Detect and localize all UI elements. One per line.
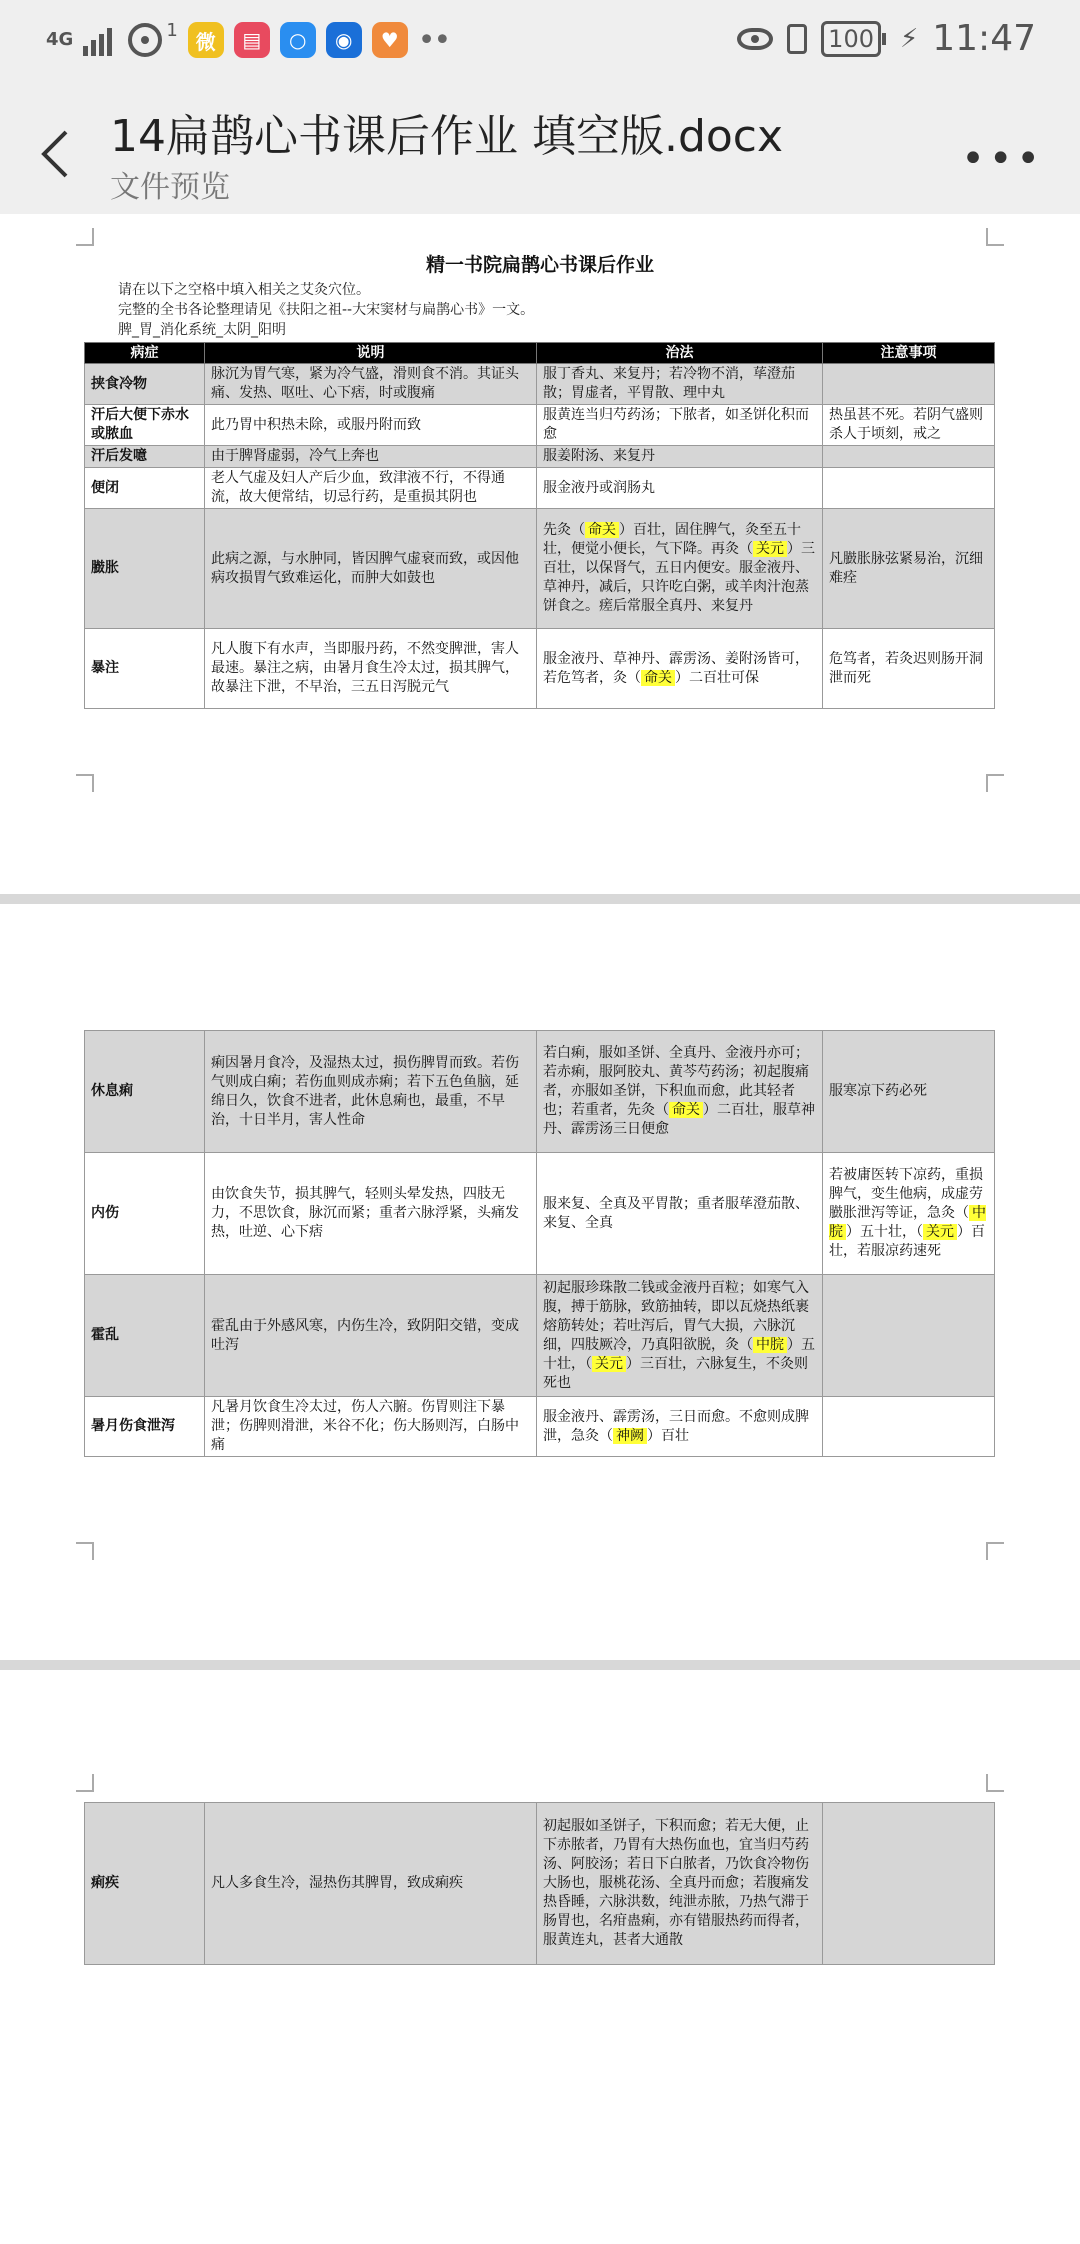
note-cell: 凡臌胀脉弦紧易治，沉细难痊 [823,509,995,629]
table-row [85,1153,995,1275]
note-cell [823,1803,995,1965]
disease-cell: 暴注 [85,629,205,709]
signal-icon [83,24,112,56]
acupoint-answer: 命关 [641,670,675,686]
crop-mark [986,228,1004,246]
table-row [85,629,995,709]
treatment-cell [537,1803,823,1965]
back-button[interactable] [36,124,76,184]
page-separator [0,1660,1080,1670]
acupoint-answer: 命关 [585,522,619,538]
treatment-text: ）百壮，固住脾气，灸至五十壮，便觉小便长，气下降。再灸（ [543,522,801,557]
note-cell [823,364,995,405]
treatment-cell [537,405,823,446]
acupoint-answer: 中脘 [829,1205,986,1240]
document-page-3 [0,1670,1080,2244]
treatment-text: 服丁香丸、来复丹；若冷物不消，荜澄茄散；胃虚者，平胃散、理中丸 [543,366,795,401]
treatment-text: ）百壮 [647,1427,689,1444]
treatment-text: 服金液丹或润肠丸 [543,479,655,496]
table-row [85,405,995,446]
treatment-text: 初起服珍珠散二钱或金液丹百粒；如寒气入腹，搏于筋脉，致筋抽转，即以瓦烧热纸裹熔筋转处；若吐泻后，胃气大损，六脉沉细，四肢厥冷，乃真阳欲脱，灸（ [543,1279,809,1353]
note-cell [823,446,995,468]
description-cell: 脉沉为胃气寒，紧为冷气盛，滑则食不消。其证头痛、发热、呕吐、心下痞，时或腹痛 [205,364,537,405]
notification-count: 1 [166,19,178,41]
description-cell: 痢因暑月食冷，及湿热太过，损伤脾胃而致。若伤气则成白痢；若伤血则成赤痢；若下五色鱼脑，延绵日久，饮食不进者，此休息痢也，最重，不早治，十日半月，害人性命 [205,1031,537,1153]
table-row [85,509,995,629]
treatment-table [84,1802,995,1965]
treatment-cell [537,468,823,509]
acupoint-answer: 中脘 [753,1337,787,1353]
hotspot-icon [128,23,162,57]
page-separator [0,894,1080,904]
intro-line: 完整的全书各论整理请见《扶阳之祖--大宋窦材与扁鹊心书》一文。 [118,302,535,318]
crop-mark [76,774,94,792]
treatment-text: 服金液丹、草神丹、霹雳汤、姜附汤皆可，若危笃者，灸（ [543,650,809,686]
description-cell: 凡人腹下有水声，当即服丹药，不然变脾泄，害人最速。暴注之病，由暑月食生冷太过，损其脾气，故暴注下泄，不早治，三五日泻脱元气 [205,629,537,709]
table-row [85,446,995,468]
document-page-1 [0,214,1080,894]
disease-cell: 挟食冷物 [85,364,205,405]
treatment-table [84,1030,995,1457]
app-header [0,80,1080,214]
back-arrow-icon [36,124,76,184]
description-cell: 凡暑月饮食生冷太过，伤人六腑。伤胃则注下暴泄；伤脾则滑泄，米谷不化；伤大肠则泻，白肠中痛 [205,1397,537,1457]
description-cell: 由饮食失节，损其脾气，轻则头晕发热，四肢无力，不思饮食，脉沉而紧；重者六脉浮紧，头痛发热，吐逆、心下痞 [205,1153,537,1275]
tips-app-icon: ◉ [326,22,362,58]
intro-line: 脾_胃_消化系统_太阴_阳明 [118,322,286,338]
more-icon[interactable]: ••• [961,136,1044,182]
treatment-cell [537,1397,823,1457]
treatment-text: 服黄连当归芍药汤；下脓者，如圣饼化积而愈 [543,407,809,442]
crop-mark [986,1542,1004,1560]
table-row [85,468,995,509]
document-title: 14扁鹊心书课后作业 填空版.docx [110,111,784,162]
description-cell: 由于脾肾虚弱，冷气上奔也 [205,446,537,468]
treatment-cell [537,1275,823,1397]
disease-cell: 内伤 [85,1153,205,1275]
header-cell: 注意事项 [823,343,995,364]
treatment-text: ）百壮，若服凉药速死 [829,1224,985,1259]
disease-cell: 休息痢 [85,1031,205,1153]
header-cell: 说明 [205,343,537,364]
note-cell: 危笃者，若灸迟则肠开洞泄而死 [823,629,995,709]
reader-app-icon: ▤ [234,22,270,58]
description-cell: 老人气虚及妇人产后少血，致津液不行，不得通流，故大便常结，切忌行药，是重损其阴也 [205,468,537,509]
network-type: 4G [46,29,74,50]
note-cell [823,1397,995,1457]
treatment-text: 先灸（ [543,522,585,538]
acupoint-answer: 关元 [592,1356,626,1372]
clock: 11:47 [932,18,1036,59]
charging-icon: ⚡ [899,23,919,54]
intro-line: 请在以下之空格中填入相关之艾灸穴位。 [118,282,370,298]
treatment-cell [537,1031,823,1153]
weibo-app-icon: 微 [188,22,224,58]
search-app-icon: ○ [280,22,316,58]
doc-title: 精一书院扁鹊心书课后作业 [425,254,654,276]
description-cell: 此乃胃中积热未除，或服丹附而致 [205,405,537,446]
treatment-cell [537,629,823,709]
treatment-table [84,342,995,709]
treatment-text: 若白痢，服如圣饼、全真丹、金液丹亦可；若赤痢，服阿胶丸、黄芩芍药汤；初起腹痛者，亦服如圣饼，下积血而愈，此其轻者也；若重者，先灸（ [543,1045,809,1118]
note-cell [823,468,995,509]
acupoint-answer: 命关 [669,1102,703,1118]
note-cell [823,1275,995,1397]
treatment-text: 服来复、全真及平胃散；重者服荜澄茄散、来复、全真 [543,1195,809,1231]
acupoint-answer: 关元 [923,1224,957,1240]
treatment-text: 服金液丹、霹雳汤，三日而愈。不愈则成脾泄，急灸（ [543,1408,809,1444]
treatment-text: ）三百壮，六脉复生，不灸则死也 [543,1355,808,1391]
more-notifications-icon: •• [417,22,450,58]
disease-cell: 汗后大便下赤水或脓血 [85,405,205,446]
treatment-cell [537,446,823,468]
treatment-text: ）五十壮，（ [543,1336,815,1372]
description-cell: 凡人多食生冷，湿热伤其脾胃，致成痢疾 [205,1803,537,1965]
crop-mark [986,1774,1004,1792]
header-cell: 治法 [537,343,823,364]
disease-cell: 霍乱 [85,1275,205,1397]
note-cell [823,1153,995,1275]
acupoint-answer: 关元 [753,541,787,557]
crop-mark [76,228,94,246]
disease-cell: 臌胀 [85,509,205,629]
treatment-text: 初起服如圣饼子，下积而愈；若无大便，止下赤脓者，乃胃有大热伤血也，宜当归芍药汤、阿胶汤；若日下白脓者，乃饮食冷物伤大肠也，服桃花汤、全真丹而愈；若腹痛发热昏睡，六脉洪数，纯泄赤脓，乃热气滞于肠胃也，名疳蛊痢，亦有错服热药而得者，服黄连丸，甚者大通散 [543,1818,809,1948]
status-bar [0,0,1080,80]
eye-icon [737,28,773,50]
battery-icon [821,21,886,57]
health-app-icon: ♥ [372,22,408,58]
treatment-text: ）五十壮，（ [846,1224,923,1240]
crop-mark [986,774,1004,792]
description-cell: 此病之源，与水肿同，皆因脾气虚衰而致，或因他病攻损胃气致难运化，而肿大如鼓也 [205,509,537,629]
document-subtitle: 文件预览 [110,170,230,205]
table-row [85,1397,995,1457]
table-row [85,1803,995,1965]
treatment-text: ）二百壮可保 [675,669,759,686]
document-page-2 [0,904,1080,1660]
treatment-text: ）三百壮，以保肾气，五日内便安。服金液丹、草神丹，减后，只许吃白粥，或羊肉汁泡蒸饼食之。瘥后常服全真丹、来复丹 [543,541,815,614]
treatment-text: 服姜附汤、来复丹 [543,448,655,464]
battery-level: 100 [821,21,881,57]
acupoint-answer: 神阙 [613,1428,647,1444]
disease-cell: 汗后发噫 [85,446,205,468]
note-cell: 热虽甚不死。若阴气盛则杀人于顷刻，戒之 [823,405,995,446]
treatment-cell [537,364,823,405]
description-cell: 霍乱由于外感风寒，内伤生冷，致阴阳交错，变成吐泻 [205,1275,537,1397]
header-cell: 病症 [85,343,205,364]
table-row [85,364,995,405]
doc-intro [118,280,534,340]
treatment-cell [537,1153,823,1275]
treatment-text: ）二百壮，服草神丹、霹雳汤三日便愈 [543,1102,815,1137]
disease-cell: 便闭 [85,468,205,509]
crop-mark [76,1542,94,1560]
treatment-cell [537,509,823,629]
crop-mark [76,1774,94,1792]
disease-cell: 暑月伤食泄泻 [85,1397,205,1457]
table-row [85,1031,995,1153]
table-row [85,1275,995,1397]
note-cell: 服寒凉下药必死 [823,1031,995,1153]
vibrate-icon [787,24,807,54]
disease-cell: 痢疾 [85,1803,205,1965]
treatment-text: 若被庸医转下凉药，重损脾气，变生他病，成虚劳臌胀泄泻等证，急灸（ [829,1167,983,1221]
